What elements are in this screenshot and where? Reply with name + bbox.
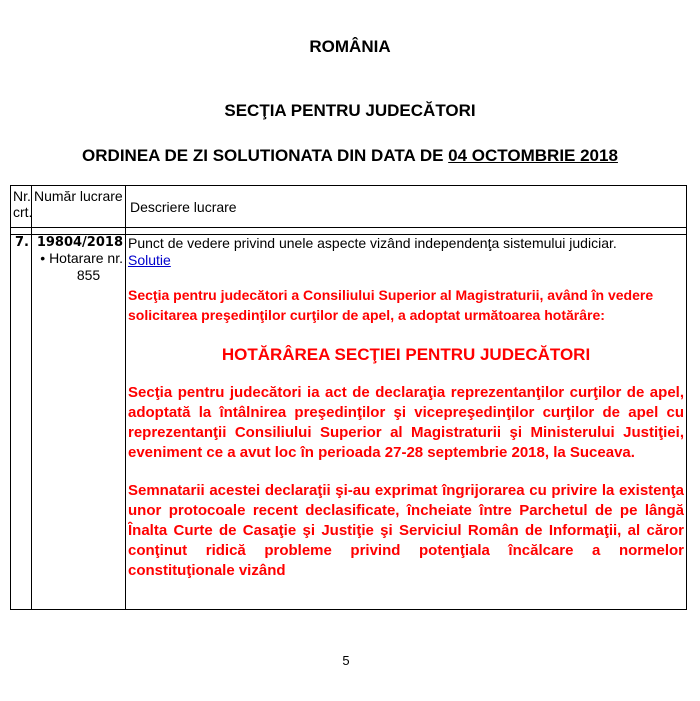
page-number: 5 bbox=[342, 653, 350, 668]
column-header-numar: Număr lucrare bbox=[32, 186, 126, 228]
agenda-date: 04 OCTOMBRIE 2018 bbox=[448, 146, 618, 165]
column-header-nr: Nr. crt. bbox=[11, 186, 32, 228]
table-row bbox=[11, 235, 687, 610]
agenda-table bbox=[10, 185, 687, 610]
agenda-prefix: ORDINEA DE ZI SOLUTIONATA DIN DATA DE bbox=[82, 146, 449, 165]
column-header-descriere: Descriere lucrare bbox=[126, 186, 687, 228]
decision-number: 855 bbox=[76, 267, 101, 283]
table-header-row bbox=[11, 186, 687, 228]
decision-title: HOTĂRÂREA SECŢIEI PENTRU JUDECĂTORI bbox=[221, 345, 591, 364]
decision-ref bbox=[34, 250, 123, 284]
section-heading: SECŢIA PENTRU JUDECĂTORI bbox=[224, 101, 476, 120]
row-description-cell bbox=[126, 235, 687, 610]
decision-label: • Hotarare nr. bbox=[40, 250, 123, 266]
row-file-cell bbox=[32, 235, 126, 610]
country-heading: ROMÂNIA bbox=[309, 37, 391, 56]
paragraph-2: Semnatarii acestei declaraţii şi-au exprimat îngrijorarea cu privire la existenţa unor protocoale recent declasificate, încheiate între Parchetul de pe lângă Înalta Curte de Casaţie şi Justiţie şi Serviciul Român de Informaţii, al căror conţinut ridică probleme privind potenţiala încălcare a normelor constituţionale vizând bbox=[128, 482, 684, 579]
agenda-heading bbox=[0, 146, 700, 166]
row-index: 7. bbox=[11, 235, 32, 610]
file-number: 19804/2018 bbox=[36, 235, 123, 250]
intro-text: Secţia pentru judecători a Consiliului Superior al Magistraturii, având în vedere solicitarea preşedinţilor curţilor de apel, a adoptat următoarea hotărâre: bbox=[128, 287, 654, 323]
paragraph-1: Secţia pentru judecători ia act de declaraţia reprezentanţilor curţilor de apel, adoptată la întâlnirea preşedinţilor şi vicepreşedinţilor curţilor de apel cu reprezentanţii Consiliului Superior al Magistraturii şi Ministerului Justiţiei, eveniment ce a avut loc în perioada 27-28 septembrie 2018, la Suceava. bbox=[128, 384, 684, 461]
description-text: Punct de vedere privind unele aspecte vizând independenţa sistemului judiciar. bbox=[128, 235, 617, 251]
solution-link[interactable]: Solutie bbox=[128, 252, 171, 268]
